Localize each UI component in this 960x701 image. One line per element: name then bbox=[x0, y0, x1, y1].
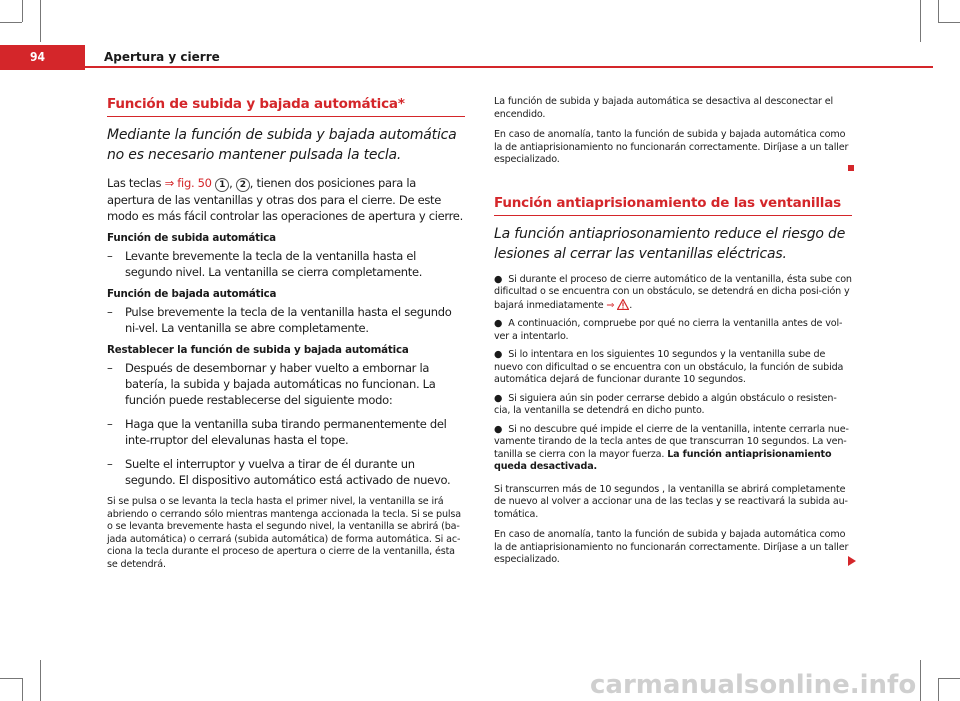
section-intro: La función antiapriosonamiento reduce el riesgo de lesiones al cerrar las ventanillas eléctricas. bbox=[494, 225, 846, 262]
list-item bbox=[107, 416, 465, 448]
list-item bbox=[107, 248, 465, 280]
text: En caso de anomalía, tanto la función de subida y bajada automática como la de antiaprisionamiento no funcionarán correctamente. Diríjase a un taller especializado. bbox=[494, 129, 849, 165]
crop-mark bbox=[938, 22, 960, 23]
crop-mark bbox=[938, 678, 939, 701]
text: En caso de anomalía, tanto la función de subida y bajada automática como la de antiaprisionamiento no funcionarán correctamente. Diríjase a un taller especializado. bbox=[494, 529, 849, 565]
section-intro: Mediante la función de subida y bajada automática no es necesario mantener pulsada la tecla. bbox=[107, 127, 457, 163]
continue-arrow-icon bbox=[848, 556, 856, 566]
crop-mark bbox=[920, 660, 921, 701]
crop-mark bbox=[920, 0, 921, 42]
dash-marker: – bbox=[107, 305, 113, 319]
subheading-reset: Restablecer la función de subida y bajada automática bbox=[107, 344, 409, 356]
bold-text: La función antiaprisionamiento queda desactivada. bbox=[494, 448, 832, 472]
paragraph-fault bbox=[494, 129, 852, 167]
text: Las teclas bbox=[107, 176, 165, 190]
paragraph-deactivate: La función de subida y bajada automática se desactiva al desconectar el encendido. bbox=[494, 96, 834, 120]
text: . bbox=[629, 299, 633, 311]
crop-mark bbox=[40, 660, 41, 701]
crop-mark bbox=[938, 0, 939, 22]
text: Si siguiera aún sin poder cerrarse debido a algún obstáculo o resisten-cia, la ventanilla se detendrá en dicho punto. bbox=[494, 392, 837, 416]
crop-mark bbox=[22, 0, 23, 22]
section-end-square-icon bbox=[848, 165, 854, 171]
text: , tienen dos posiciones para la apertura de las ventanillas y otras dos para el cierre. De este modo es más fácil controlar las operaciones de apertura y cierre. bbox=[107, 176, 463, 223]
paragraph-keys bbox=[107, 175, 465, 224]
section-title-auto: Función de subida y bajada automática* bbox=[107, 96, 465, 117]
dash-marker: – bbox=[107, 361, 113, 375]
list-item bbox=[107, 360, 465, 408]
crop-mark bbox=[22, 678, 23, 701]
bullet-item bbox=[494, 349, 852, 387]
list-item-text: Después de desembornar y haber vuelto a embornar la batería, la subida y bajada automáticas no funcionan. La función puede restablecerse del siguiente modo: bbox=[125, 361, 436, 407]
page-number: 94 bbox=[30, 50, 46, 64]
dash-marker: – bbox=[107, 249, 113, 263]
section-title-antipinch: Función antiaprisionamiento de las ventanillas bbox=[494, 195, 852, 216]
paragraph-fault-2 bbox=[494, 529, 852, 567]
chapter-title: Apertura y cierre bbox=[104, 50, 220, 64]
warning-triangle-icon bbox=[617, 299, 629, 310]
list-item-text: Haga que la ventanilla suba tirando permanentemente del inte-rruptor del elevalunas hasta el tope. bbox=[125, 417, 447, 447]
text: Si no descubre qué impide el cierre de la ventanilla, intente cerrarla nue-vamente tirando de la tecla antes de que transcurran 10 segundos. La ven-tanilla se cierra con la mayor fuerza. bbox=[494, 423, 849, 460]
header-rule bbox=[85, 66, 933, 68]
dash-marker: – bbox=[107, 457, 113, 471]
paragraph-after: Si transcurren más de 10 segundos , la ventanilla se abrirá completamente de nuevo al volver a accionar una de las teclas y se reactivará la subida au-tomática. bbox=[494, 483, 848, 520]
right-column bbox=[494, 96, 852, 575]
subheading-up: Función de subida automática bbox=[107, 232, 276, 244]
bullet-marker: ● bbox=[494, 273, 503, 285]
list-item-text: Suelte el interruptor y vuelva a tirar de él durante un segundo. El dispositivo automático está activado de nuevo. bbox=[125, 457, 451, 487]
bullet-marker: ● bbox=[494, 318, 503, 329]
left-column bbox=[107, 96, 465, 579]
bullet-marker: ● bbox=[494, 392, 503, 404]
text: , bbox=[229, 176, 236, 190]
text: A continuación, compruebe por qué no cierra la ventanilla antes de vol-ver a intentarlo. bbox=[494, 318, 843, 342]
figure-link[interactable]: ⇒ fig. 50 bbox=[164, 176, 212, 190]
spacer bbox=[494, 175, 852, 195]
text: Si lo intentara en los siguientes 10 segundos y la ventanilla sube de nuevo con dificultad o se encuentra con un obstáculo, la función de subida automática dejará de funcionar durante 10 segundos. bbox=[494, 349, 844, 385]
bullet-marker: ● bbox=[494, 349, 503, 360]
callout-number: 1 bbox=[215, 178, 229, 192]
bullet-item bbox=[494, 318, 852, 343]
watermark: carmanualsonline.info bbox=[590, 670, 917, 700]
bullet-item bbox=[494, 274, 852, 313]
crop-mark bbox=[0, 22, 22, 23]
list-item bbox=[107, 456, 465, 488]
crop-mark bbox=[0, 678, 22, 679]
bullet-item bbox=[494, 424, 852, 474]
crop-mark bbox=[938, 678, 960, 679]
callout-number: 2 bbox=[236, 178, 250, 192]
warning-link[interactable] bbox=[606, 300, 629, 311]
subheading-down: Función de bajada automática bbox=[107, 288, 277, 300]
list-item-text: Levante brevemente la tecla de la ventanilla hasta el segundo nivel. La ventanilla se cierra completamente. bbox=[125, 249, 423, 279]
text: Si durante el proceso de cierre automático de la ventanilla, ésta sube con dificultad o se encuentra con un obstáculo, se detendrá en dicha posi-ción y bajará inmediatamente bbox=[494, 273, 852, 311]
note-paragraph: Si se pulsa o se levanta la tecla hasta el primer nivel, la ventanilla se irá abriendo o cerrando sólo mientras mantenga accionada la tecla. Si se pulsa o se levanta brevemente hasta el segundo nivel, la ventanilla se abrirá (ba-jada automática) o cerrará (subida automática) de forma automática. Si ac-ciona la tecla durante el proceso de apertura o cierre de la ventanilla, ésta se detendrá. bbox=[107, 496, 461, 570]
list-item bbox=[107, 304, 465, 336]
bullet-marker: ● bbox=[494, 423, 503, 435]
list-item-text: Pulse brevemente la tecla de la ventanilla hasta el segundo ni-vel. La ventanilla se abre completamente. bbox=[125, 305, 452, 335]
crop-mark bbox=[40, 0, 41, 42]
bullet-item bbox=[494, 393, 852, 418]
arrow-icon: ⇒ bbox=[606, 299, 615, 311]
dash-marker: – bbox=[107, 417, 113, 431]
